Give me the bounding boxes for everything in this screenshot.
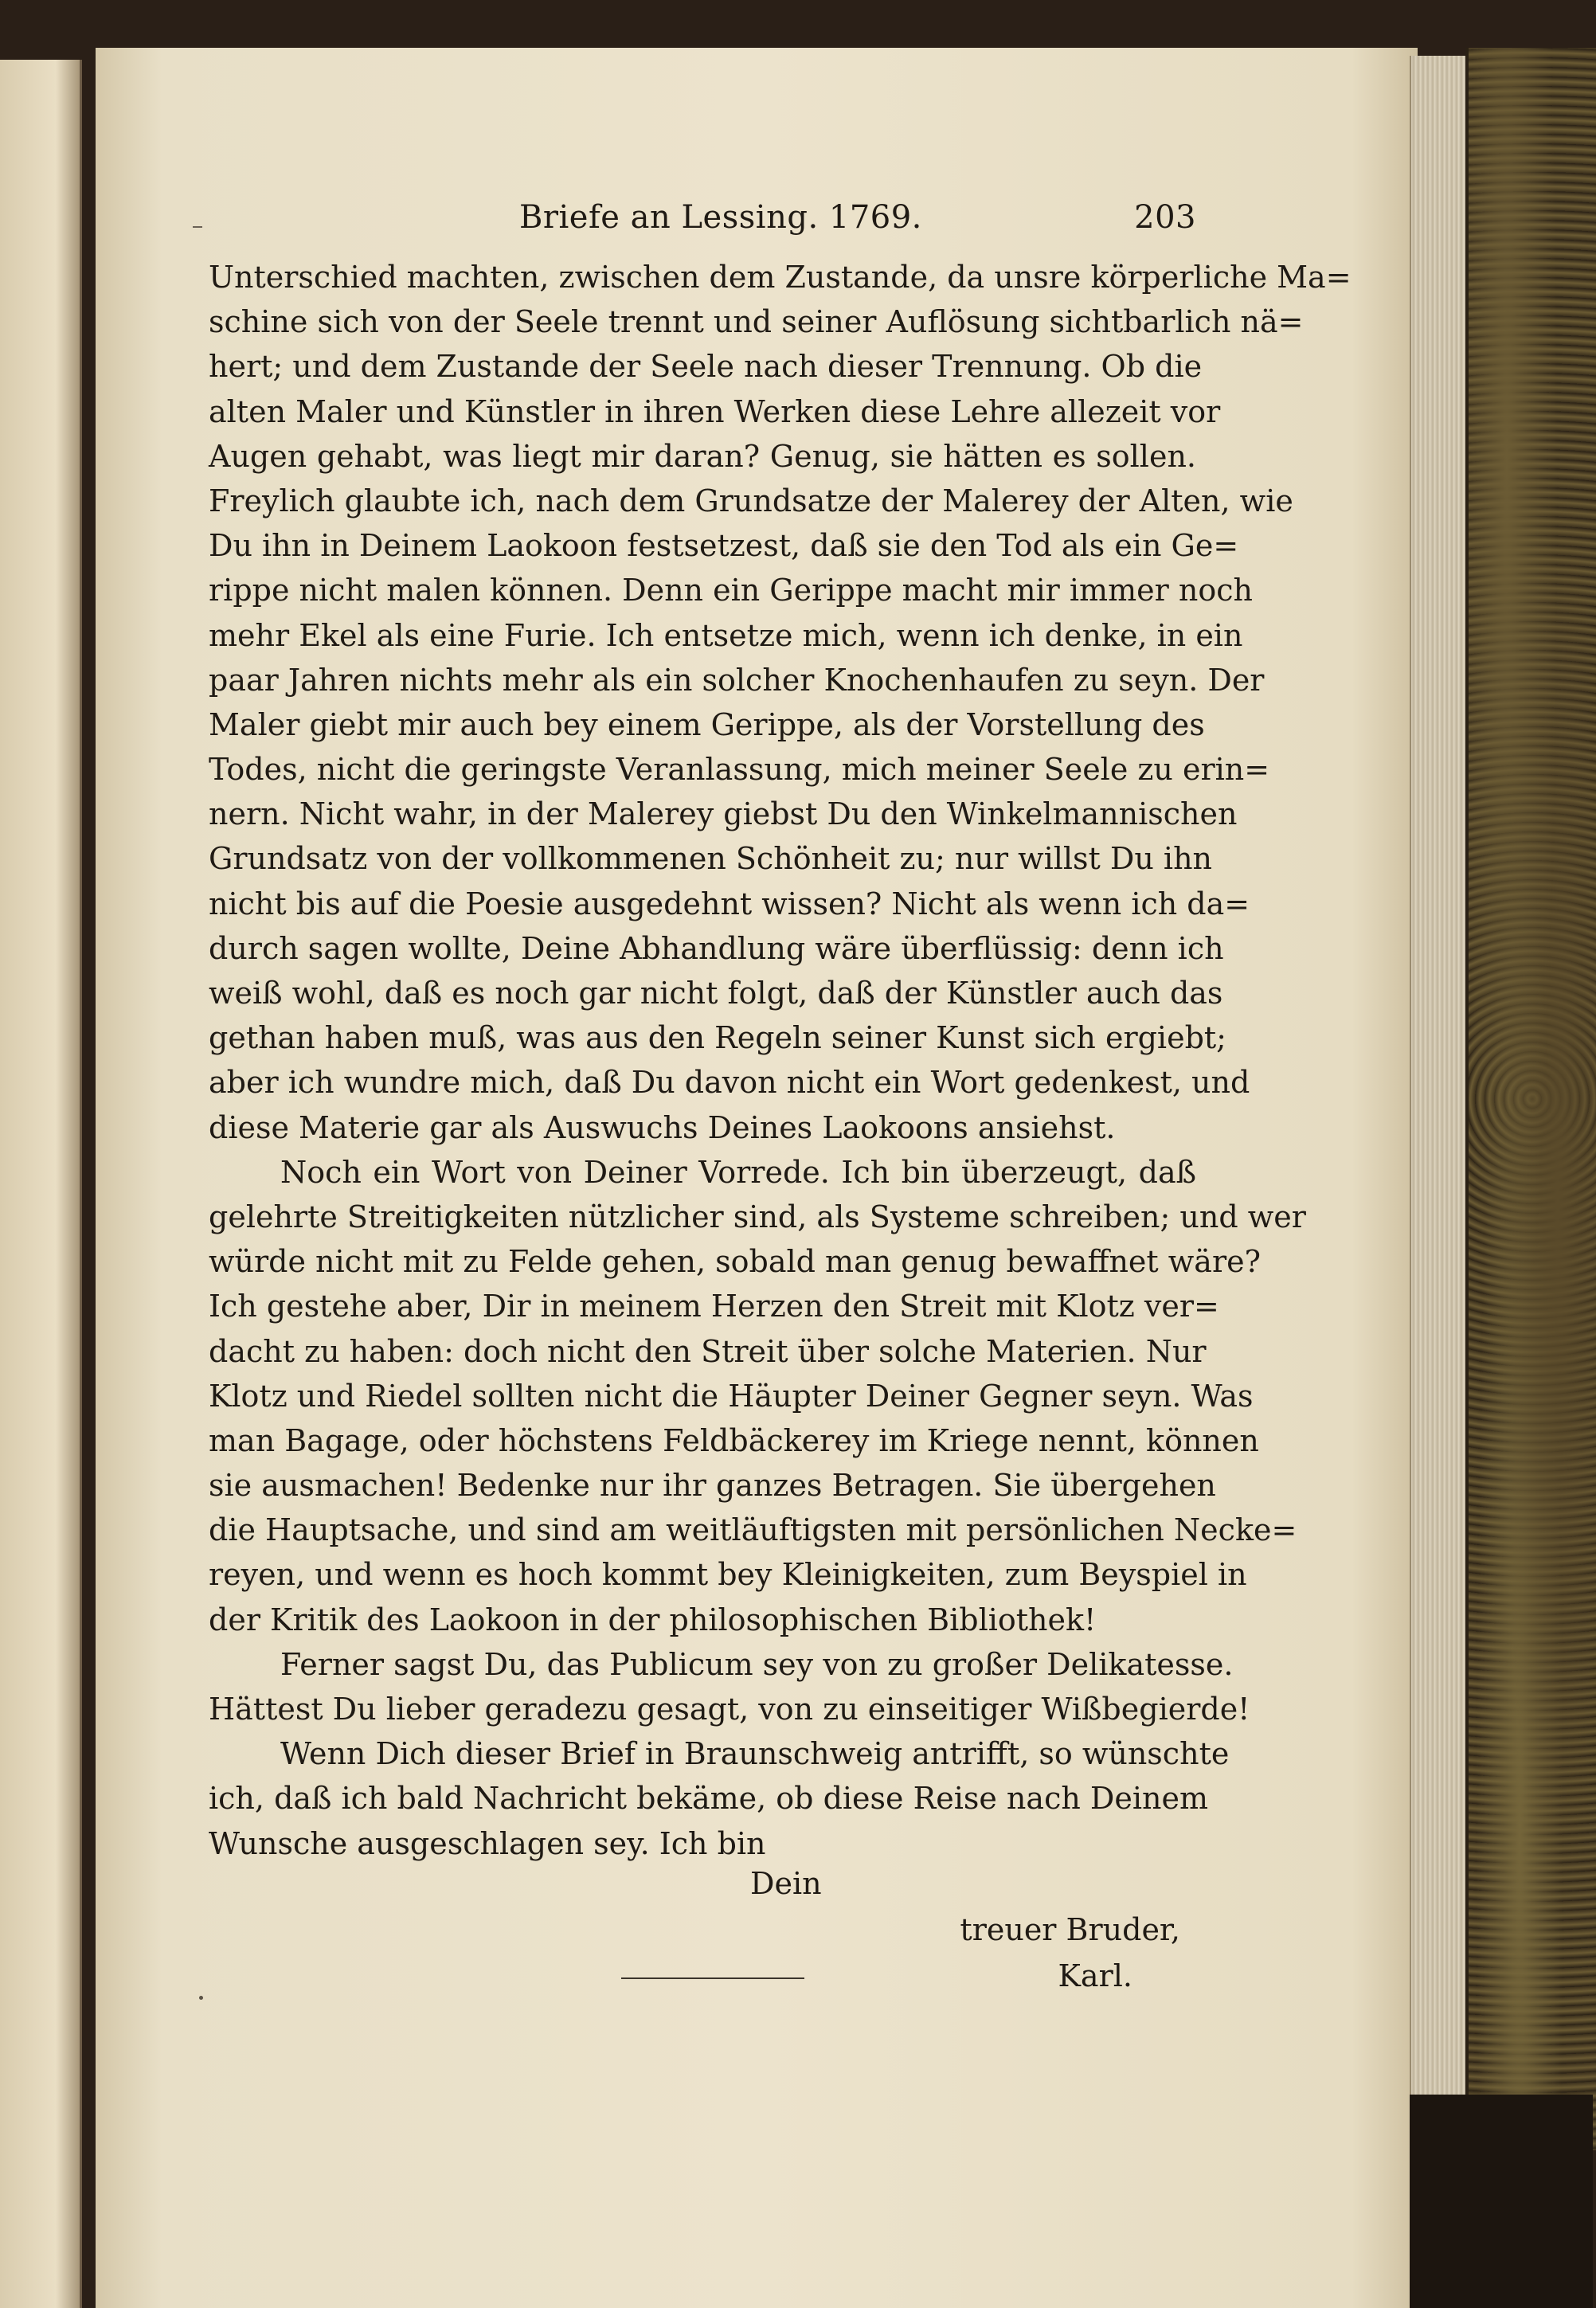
text-line: Maler giebt mir auch bey einem Gerippe, als der Vorstellung des <box>209 706 1205 742</box>
background-shadow <box>1410 2095 1593 2308</box>
text-line: paar Jahren nichts mehr als ein solcher Knochenhaufen zu seyn. Der <box>209 662 1265 698</box>
text-line: Ferner sagst Du, das Publicum sey von zu großer Delikatesse. <box>280 1646 1234 1682</box>
closing-bruder: treuer Bruder, <box>960 1911 1180 1947</box>
text-line: aber ich wundre mich, daß Du davon nicht ein Wort gedenkest, und <box>209 1065 1250 1101</box>
text-line: gethan haben muß, was aus den Regeln seiner Kunst sich ergiebt; <box>209 1020 1226 1056</box>
text-line: Ich gestehe aber, Dir in meinem Herzen den Streit mit Klotz ver= <box>209 1289 1219 1324</box>
marbled-binding <box>1465 48 1596 2150</box>
text-line: alten Maler und Künstler in ihren Werken diese Lehre allezeit vor <box>209 393 1221 429</box>
text-line: Klotz und Riedel sollten nicht die Häupter Deiner Gegner seyn. Was <box>209 1378 1254 1414</box>
text-line: sie ausmachen! Bedenke nur ihr ganzes Betragen. Sie übergehen <box>209 1468 1216 1504</box>
text-line: man Bagage, oder höchstens Feldbäckerey im Kriege nennt, können <box>209 1422 1259 1458</box>
text-line: reyen, und wenn es hoch kommt bey Kleinigkeiten, zum Beyspiel in <box>209 1557 1247 1593</box>
text-line: Freylich glaubte ich, nach dem Grundsatze der Malerey der Alten, wie <box>209 483 1293 518</box>
closing-signature: Karl. <box>1058 1958 1132 1993</box>
text-line: gelehrte Streitigkeiten nützlicher sind, als Systeme schreiben; und wer <box>209 1199 1306 1234</box>
text-line: der Kritik des Laokoon in der philosophischen Bibliothek! <box>209 1602 1097 1637</box>
letter-closing <box>209 1866 1196 2009</box>
text-line: dacht zu haben: doch nicht den Streit über solche Materien. Nur <box>209 1333 1207 1369</box>
text-line: Todes, nicht die geringste Veranlassung, mich meiner Seele zu erin= <box>209 752 1270 788</box>
closing-rule <box>621 1977 804 1979</box>
text-line: Noch ein Wort von Deiner Vorrede. Ich bin überzeugt, daß <box>280 1154 1196 1190</box>
text-line: nicht bis auf die Poesie ausgedehnt wissen? Nicht als wenn ich da= <box>209 886 1250 921</box>
text-line: schine sich von der Seele trennt und seiner Auflösung sichtbarlich nä= <box>209 304 1304 340</box>
header-dash <box>193 226 202 228</box>
text-line: Augen gehabt, was liegt mir daran? Genug, sie hätten es sollen. <box>209 438 1196 474</box>
text-line: Hättest Du lieber geradezu gesagt, von zu einseitiger Wißbegierde! <box>209 1692 1250 1727</box>
running-header <box>209 199 1196 255</box>
text-line: Grundsatz von der vollkommenen Schönheit zu; nur willst Du ihn <box>209 841 1213 877</box>
page-number: 203 <box>1134 199 1196 236</box>
page-content <box>209 199 1352 2009</box>
closing-dein: Dein <box>750 1865 822 1901</box>
text-line: ich, daß ich bald Nachricht bekäme, ob diese Reise nach Deinem <box>209 1781 1209 1817</box>
text-line: nern. Nicht wahr, in der Malerey giebst Du den Winkelmannischen <box>209 796 1238 832</box>
text-line: diese Materie gar als Auswuchs Deines Laokoons ansiehst. <box>209 1109 1116 1145</box>
text-line: würde nicht mit zu Felde gehen, sobald man genug bewaffnet wäre? <box>209 1244 1261 1280</box>
text-line: durch sagen wollte, Deine Abhandlung wäre überflüssig: denn ich <box>209 930 1224 966</box>
page-edges <box>1410 56 1467 2095</box>
margin-mark <box>199 1996 203 2000</box>
text-line: weiß wohl, daß es noch gar nicht folgt, daß der Künstler auch das <box>209 976 1223 1011</box>
body-text <box>209 255 1352 1866</box>
running-title: Briefe an Lessing. 1769. <box>519 199 922 236</box>
text-line: hert; und dem Zustande der Seele nach dieser Trennung. Ob die <box>209 349 1203 385</box>
text-line: Wenn Dich dieser Brief in Braunschweig antrifft, so wünschte <box>280 1736 1230 1772</box>
text-line: mehr Ekel als eine Furie. Ich entsetze mich, wenn ich denke, in ein <box>209 617 1243 653</box>
text-line: die Hauptsache, und sind am weitläuftigsten mit persönlichen Necke= <box>209 1512 1297 1548</box>
left-page-edge <box>0 60 82 2308</box>
text-line: rippe nicht malen können. Denn ein Gerippe macht mir immer noch <box>209 573 1253 608</box>
text-line: Wunsche ausgeschlagen sey. Ich bin <box>209 1825 766 1861</box>
text-line: Unterschied machten, zwischen dem Zustande, da unsre körperliche Ma= <box>209 260 1352 295</box>
text-line: Du ihn in Deinem Laokoon festsetzest, daß sie den Tod als ein Ge= <box>209 528 1239 564</box>
